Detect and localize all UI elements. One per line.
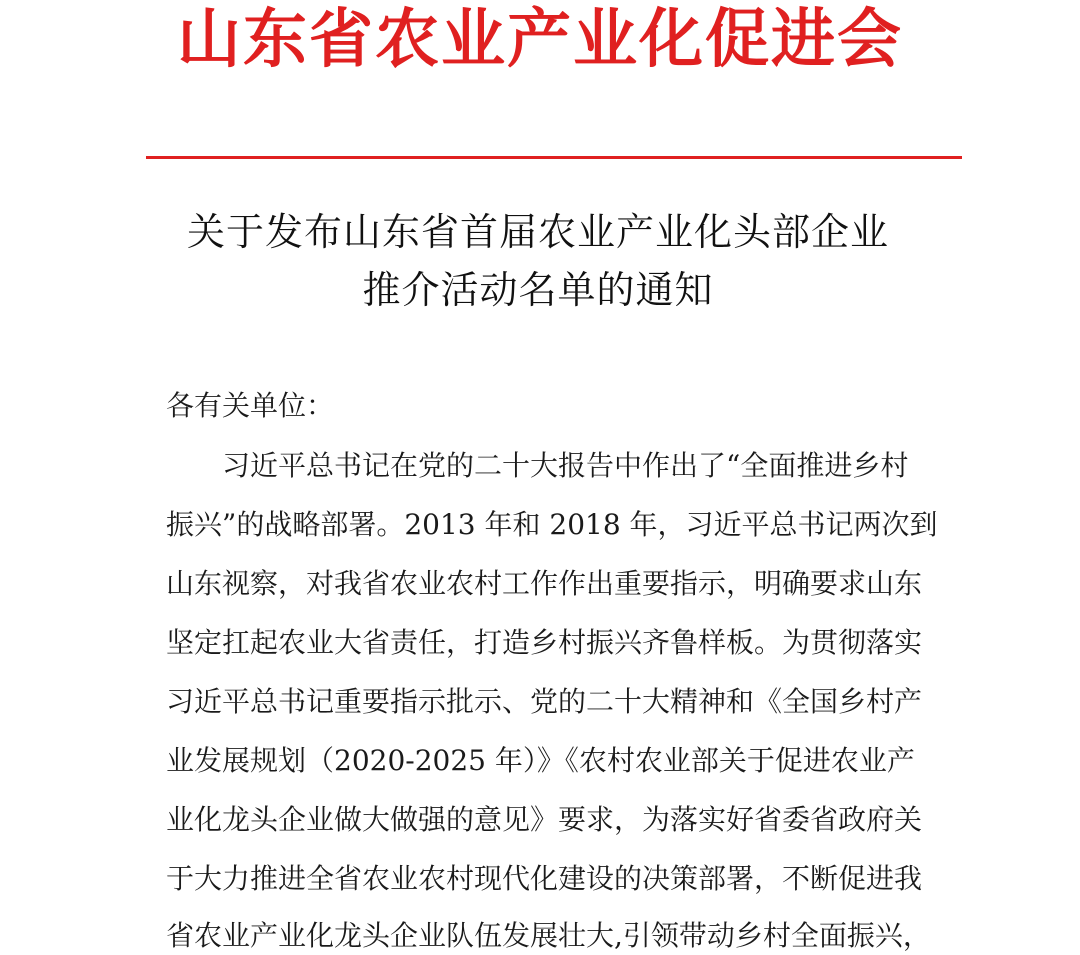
- paragraph-line-1: 习近平总书记在党的二十大报告中作出了“全面推进乡村: [166, 449, 909, 482]
- paragraph-line-2: 振兴”的战略部署。2013 年和 2018 年，习近平总书记两次到: [166, 508, 938, 541]
- document-title-line-2: 推介活动名单的通知: [362, 268, 714, 312]
- paragraph-line-8: 于大力推进全省农业农村现代化建设的决策部署，不断促进我: [166, 862, 923, 895]
- paragraph-line-3: 山东视察，对我省农业农村工作作出重要指示，明确要求山东: [166, 567, 923, 600]
- salutation: 各有关单位：: [166, 389, 335, 422]
- paragraph-line-5: 习近平总书记重要指示批示、党的二十大精神和《全国乡村产: [166, 685, 923, 718]
- paragraph-line-4: 坚定扛起农业大省责任，打造乡村振兴齐鲁样板。为贯彻落实: [166, 626, 923, 659]
- organization-header: 山东省农业产业化促进会: [177, 2, 903, 77]
- paragraph-line-9: 省农业产业化龙头企业队伍发展壮大,引领带动乡村全面振兴，: [166, 919, 931, 952]
- document-title-line-1: 关于发布山东省首届农业产业化头部企业: [186, 210, 889, 254]
- red-divider-line: [146, 156, 962, 159]
- paragraph-line-6: 业发展规划（2020-2025 年）》《农村农业部关于促进农业产: [166, 744, 915, 777]
- paragraph-line-7: 业化龙头企业做大做强的意见》要求，为落实好省委省政府关: [166, 803, 923, 836]
